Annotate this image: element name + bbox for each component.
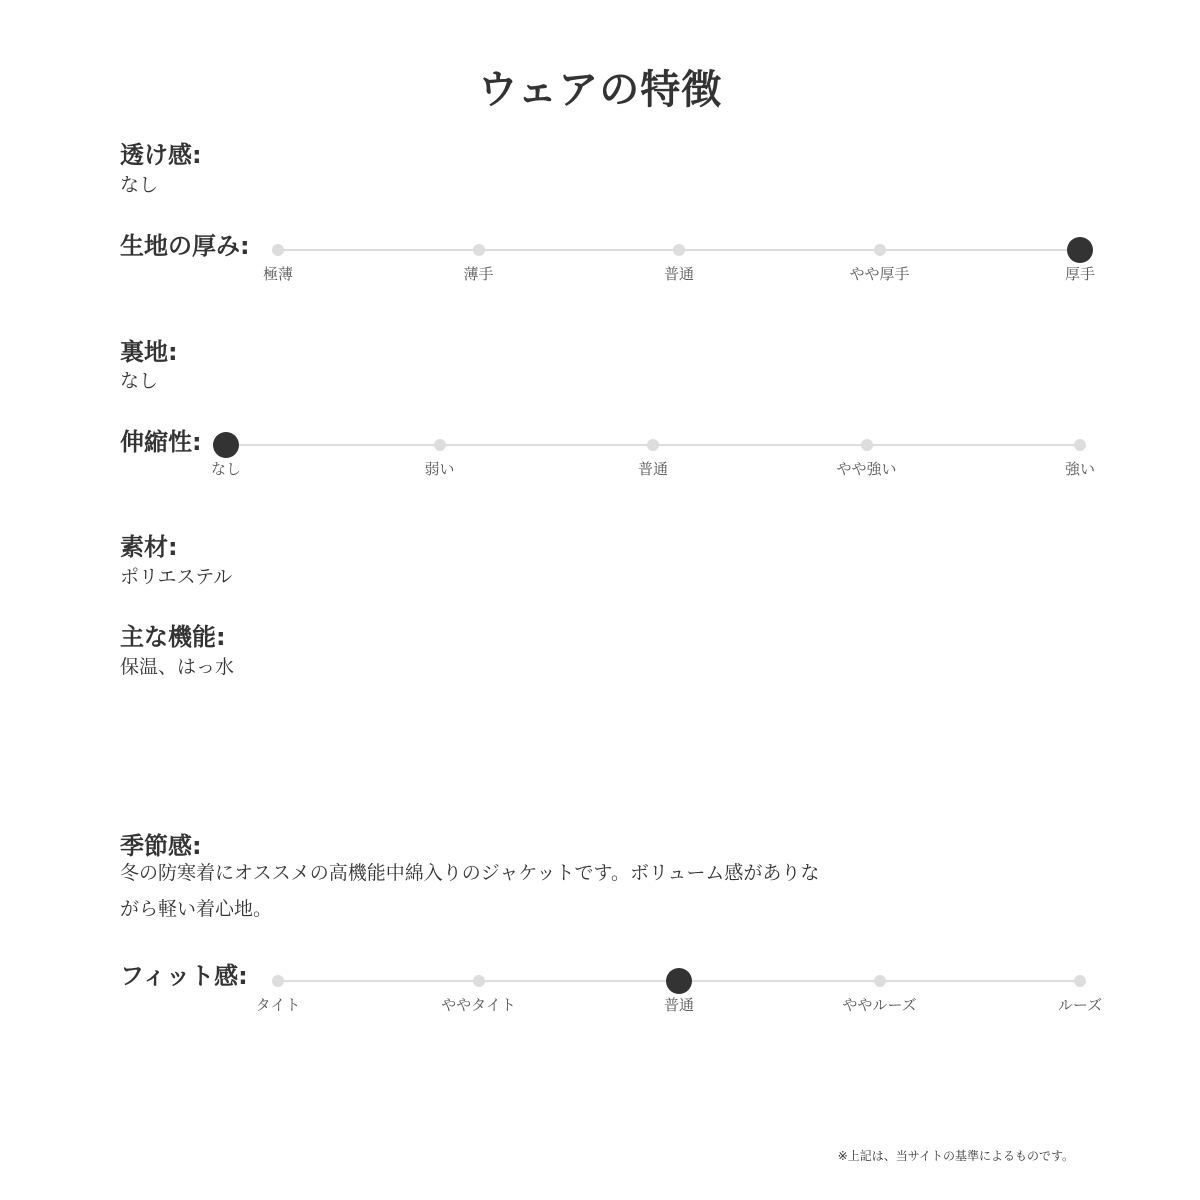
season-description — [120, 855, 880, 927]
stretch-scale-dot — [861, 439, 873, 451]
fit-scale-selected-dot — [666, 968, 692, 994]
fit-scale — [255, 972, 1103, 1014]
thickness-scale-dot — [673, 244, 685, 256]
thickness-scale-dot — [874, 244, 886, 256]
fit-label: フィット感: — [120, 962, 248, 990]
material-value: ポリエステル — [120, 566, 233, 588]
thickness-scale-option-label: 薄手 — [463, 265, 494, 283]
fit-scale-dot — [272, 975, 284, 987]
thickness-scale-option-label: やや厚手 — [849, 265, 910, 283]
features-label: 主な機能: — [120, 623, 226, 651]
thickness-scale-selected-dot — [1067, 237, 1093, 263]
transparency-label: 透け感: — [120, 141, 202, 169]
stretch-scale-dot — [1074, 439, 1086, 451]
thickness-scale — [262, 241, 1095, 283]
footnote: ※上記は、当サイトの基準によるものです。 — [837, 1149, 1074, 1163]
fit-scale-option-label: ややタイト — [441, 996, 516, 1014]
thickness-scale-dot — [272, 244, 284, 256]
stretch-scale-option-label: やや強い — [836, 460, 897, 478]
stretch-scale-option-label: なし — [210, 460, 241, 478]
season-description-line: 冬の防寒着にオススメの高機能中綿入りのジャケットです。ボリューム感がありな — [120, 862, 820, 884]
thickness-label: 生地の厚み: — [120, 232, 250, 260]
stretch-scale-dot — [434, 439, 446, 451]
thickness-scale-dot — [473, 244, 485, 256]
thickness-scale-option-label: 普通 — [663, 265, 694, 283]
fit-scale-dot — [874, 975, 886, 987]
stretch-label: 伸縮性: — [120, 428, 202, 456]
stretch-scale-dot — [647, 439, 659, 451]
fit-scale-dot — [1074, 975, 1086, 987]
fit-scale-dot — [473, 975, 485, 987]
thickness-scale-option-label: 厚手 — [1064, 265, 1095, 283]
fit-scale-option-label: ルーズ — [1057, 996, 1103, 1014]
stretch-scale-option-label: 弱い — [424, 460, 455, 478]
page-title: ウェアの特徴 — [477, 67, 723, 113]
features-value: 保温、はっ水 — [120, 656, 235, 678]
stretch-scale-selected-dot — [213, 432, 239, 458]
stretch-scale-option-label: 強い — [1064, 460, 1095, 478]
lining-label: 裏地: — [120, 338, 178, 366]
material-label: 素材: — [120, 533, 178, 561]
fit-scale-option-label: ややルーズ — [842, 996, 917, 1014]
stretch-scale — [210, 436, 1095, 478]
season-description-line: がら軽い着心地。 — [120, 898, 273, 920]
season-label: 季節感: — [120, 832, 202, 860]
lining-value: なし — [120, 370, 159, 392]
fit-scale-option-label: タイト — [255, 996, 301, 1014]
transparency-value: なし — [120, 174, 159, 196]
stretch-scale-option-label: 普通 — [637, 460, 668, 478]
thickness-scale-option-label: 極薄 — [262, 265, 293, 283]
fit-scale-option-label: 普通 — [663, 996, 694, 1014]
